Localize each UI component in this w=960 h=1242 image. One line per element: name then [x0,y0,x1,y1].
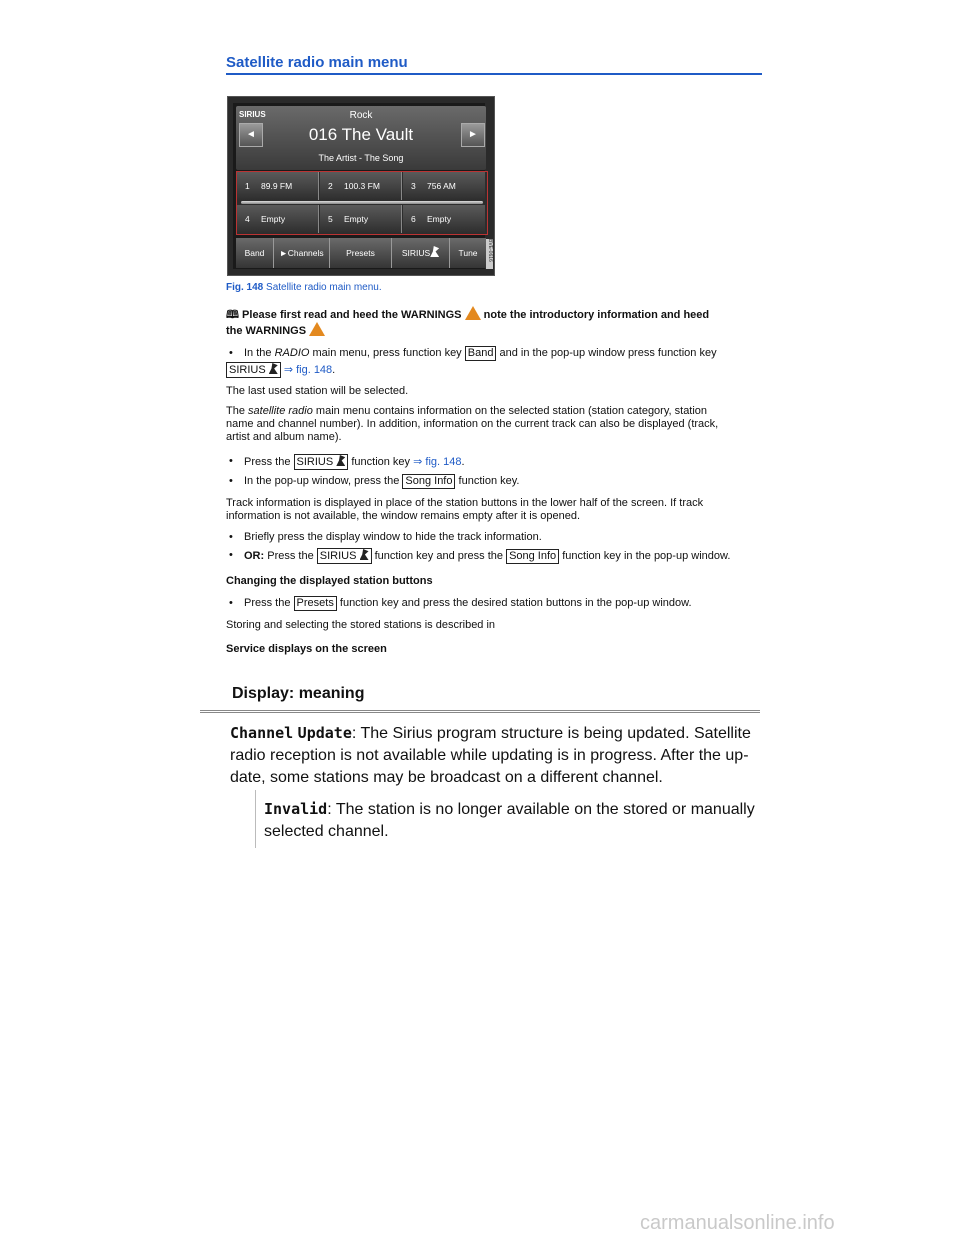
list-item-continuation: SIRIUS ⇒ fig. 148. [226,362,766,378]
song-info-key-label: Song Info [402,474,455,489]
arrow-right-icon: ► [468,129,478,140]
paragraph-line: artist and album name). [226,431,342,443]
table-row: Channel Update: The Sirius program structure is being updated. Satellite radio reception is not available while updating is in progress. After the up-date, some stations may be broadcast on a different channel. [230,724,751,786]
station-panel [236,106,486,170]
presets-function-key[interactable]: Presets [330,238,392,268]
sirius-logo-icon [430,246,439,257]
sirius-label: SIRIUS [401,248,431,258]
preset-grid [236,171,488,235]
preset-number: 6 [411,214,416,224]
preset-button-6[interactable] [403,205,485,233]
next-station-button[interactable] [461,123,485,147]
preset-label: Empty [261,214,286,224]
preset-button-2[interactable] [320,172,402,200]
table-header [200,680,760,713]
warning-triangle-icon [309,322,325,336]
table-row: Invalid: The station is no longer available on the stored or manually selected channel. [255,790,760,848]
preset-number: 3 [411,181,416,191]
preset-label: 756 AM [427,181,456,191]
bullet: • [229,549,233,561]
arrow-left-icon: ◄ [246,129,256,140]
warning-text-1: Please first read and heed the WARNINGS [242,309,462,321]
sirius-key-label: SIRIUS [226,362,281,378]
sirius-key-label: SIRIUS [294,454,349,470]
paragraph: Storing and selecting the stored stations is described in [226,619,496,631]
section-title: Satellite radio main menu [226,54,762,75]
figure-caption [226,282,382,293]
bullet: • [229,347,233,359]
caption-text: Satellite radio main menu. [266,282,382,293]
warning-text-3: the WARNINGS [226,325,307,337]
figure-number: Fig. 148 [226,282,264,293]
subheading: Changing the displayed station buttons [226,575,433,587]
book-icon: 🕮 [226,309,239,321]
warning-line-2 [226,322,766,338]
warning-text-2: note the introductory information and heed [483,309,710,321]
preset-button-5[interactable] [320,205,402,233]
figure-code: BVE-0616 [486,239,493,269]
paragraph: Track information is displayed in place of the station buttons in the lower half of the screen. If track [226,497,704,509]
preset-number: 5 [328,214,333,224]
paragraph: The last used station will be selected. [226,385,409,397]
radio-figure [227,96,495,276]
preset-slider[interactable] [241,201,483,204]
warning-triangle-icon [465,306,481,320]
preset-number: 1 [245,181,250,191]
bullet: • [229,475,233,487]
station-category: Rock [349,110,373,121]
presets-key-label: Presets [294,596,337,611]
figure-link[interactable]: ⇒ fig. 148 [413,456,462,468]
sirius-logo-icon [269,363,278,374]
band-label: SIRIUS [239,110,266,119]
radio-screen [233,103,485,269]
sirius-logo-icon [360,549,369,560]
preset-button-4[interactable] [237,205,319,233]
preset-number: 4 [245,214,250,224]
figure-link[interactable]: ⇒ fig. 148 [283,364,333,376]
preset-number: 2 [328,181,333,191]
station-name: 016 The Vault [308,125,414,144]
sirius-function-key[interactable] [392,238,450,268]
preset-label: Empty [344,214,369,224]
paragraph-line: information is not available, the window remains empty after it is opened. [226,510,581,522]
band-function-key[interactable]: Band [236,238,274,268]
preset-label: Empty [427,214,452,224]
paragraph-line: name and channel number). In addition, information on the current track can also be displayed (track, [226,418,719,430]
subheading: Service displays on the screen [226,643,387,655]
watermark: carmanualsonline.info [640,1212,835,1234]
paragraph: The satellite radio main menu contains information on the selected station (station category, station [226,405,708,417]
channels-function-key[interactable]: ►Channels [274,238,330,268]
preset-button-3[interactable] [403,172,485,200]
song-info-key-label: Song Info [506,549,559,564]
sirius-logo-icon [336,455,345,466]
preset-button-1[interactable] [237,172,319,200]
function-key-bar [236,238,486,268]
bullet: • [229,531,233,543]
tune-function-key[interactable]: Tune [450,238,486,268]
warning-line [226,306,766,322]
preset-label: 100.3 FM [344,181,380,191]
preset-label: 89.9 FM [261,181,293,191]
sirius-key-label: SIRIUS [317,548,372,564]
manual-page: Satellite radio main menu SIRIUS Rock ◄ 016 The Vault ► The Artist - The Song 1 89.9 FM 2 100.3 FM 3 756 AM 4 Empty 5 Empty 6 Empty Band ►Channels Presets SIRIUS Tune BVE-0616 Fig. 148 Satellite radio main menu. 🕮 Please first read and heed the WARNINGS note the introductory information and heed the WARNINGS • In the RADIO main menu, press function key Band and in the pop-up window press function key SIRIUS ⇒ fig. 148. The last used station will be selected. The satellite radio main menu contains information on the selected station (station category, station name and channel number). In addition, information on the current track can also be displayed (track, artist and album name). • Press the SIRIUS function key ⇒ fig. 148. • In the pop-up window, press the Song Info function key. Track information is displayed in place of the station buttons in the lower half of the screen. If track information is not available, the window remains empty after it is opened. • Briefly press the display window to hide the track information. • OR: Press the SIRIUS function key and press the Song Info function key in the pop-up window. Changing the displayed station buttons • Press the Presets function key and press the desired station buttons in the pop-up window. Storing and selecting the stored stations is described in Service displays on the screen Display: meaning Channel Update: The Sirius program structure is being updated. Satellite radio reception is not available while updating is in progress. After the up-date, some stations may be broadcast on a different channel. Invalid: The station is no longer available on the stored or manually selected channel. carmanualsonline.info [0,0,960,1242]
bullet: • [229,455,233,467]
table-header-title: Display: meaning [232,685,365,702]
bullet: • [229,597,233,609]
song-info: The Artist - The Song [318,153,404,163]
band-key-label: Band [465,346,497,361]
